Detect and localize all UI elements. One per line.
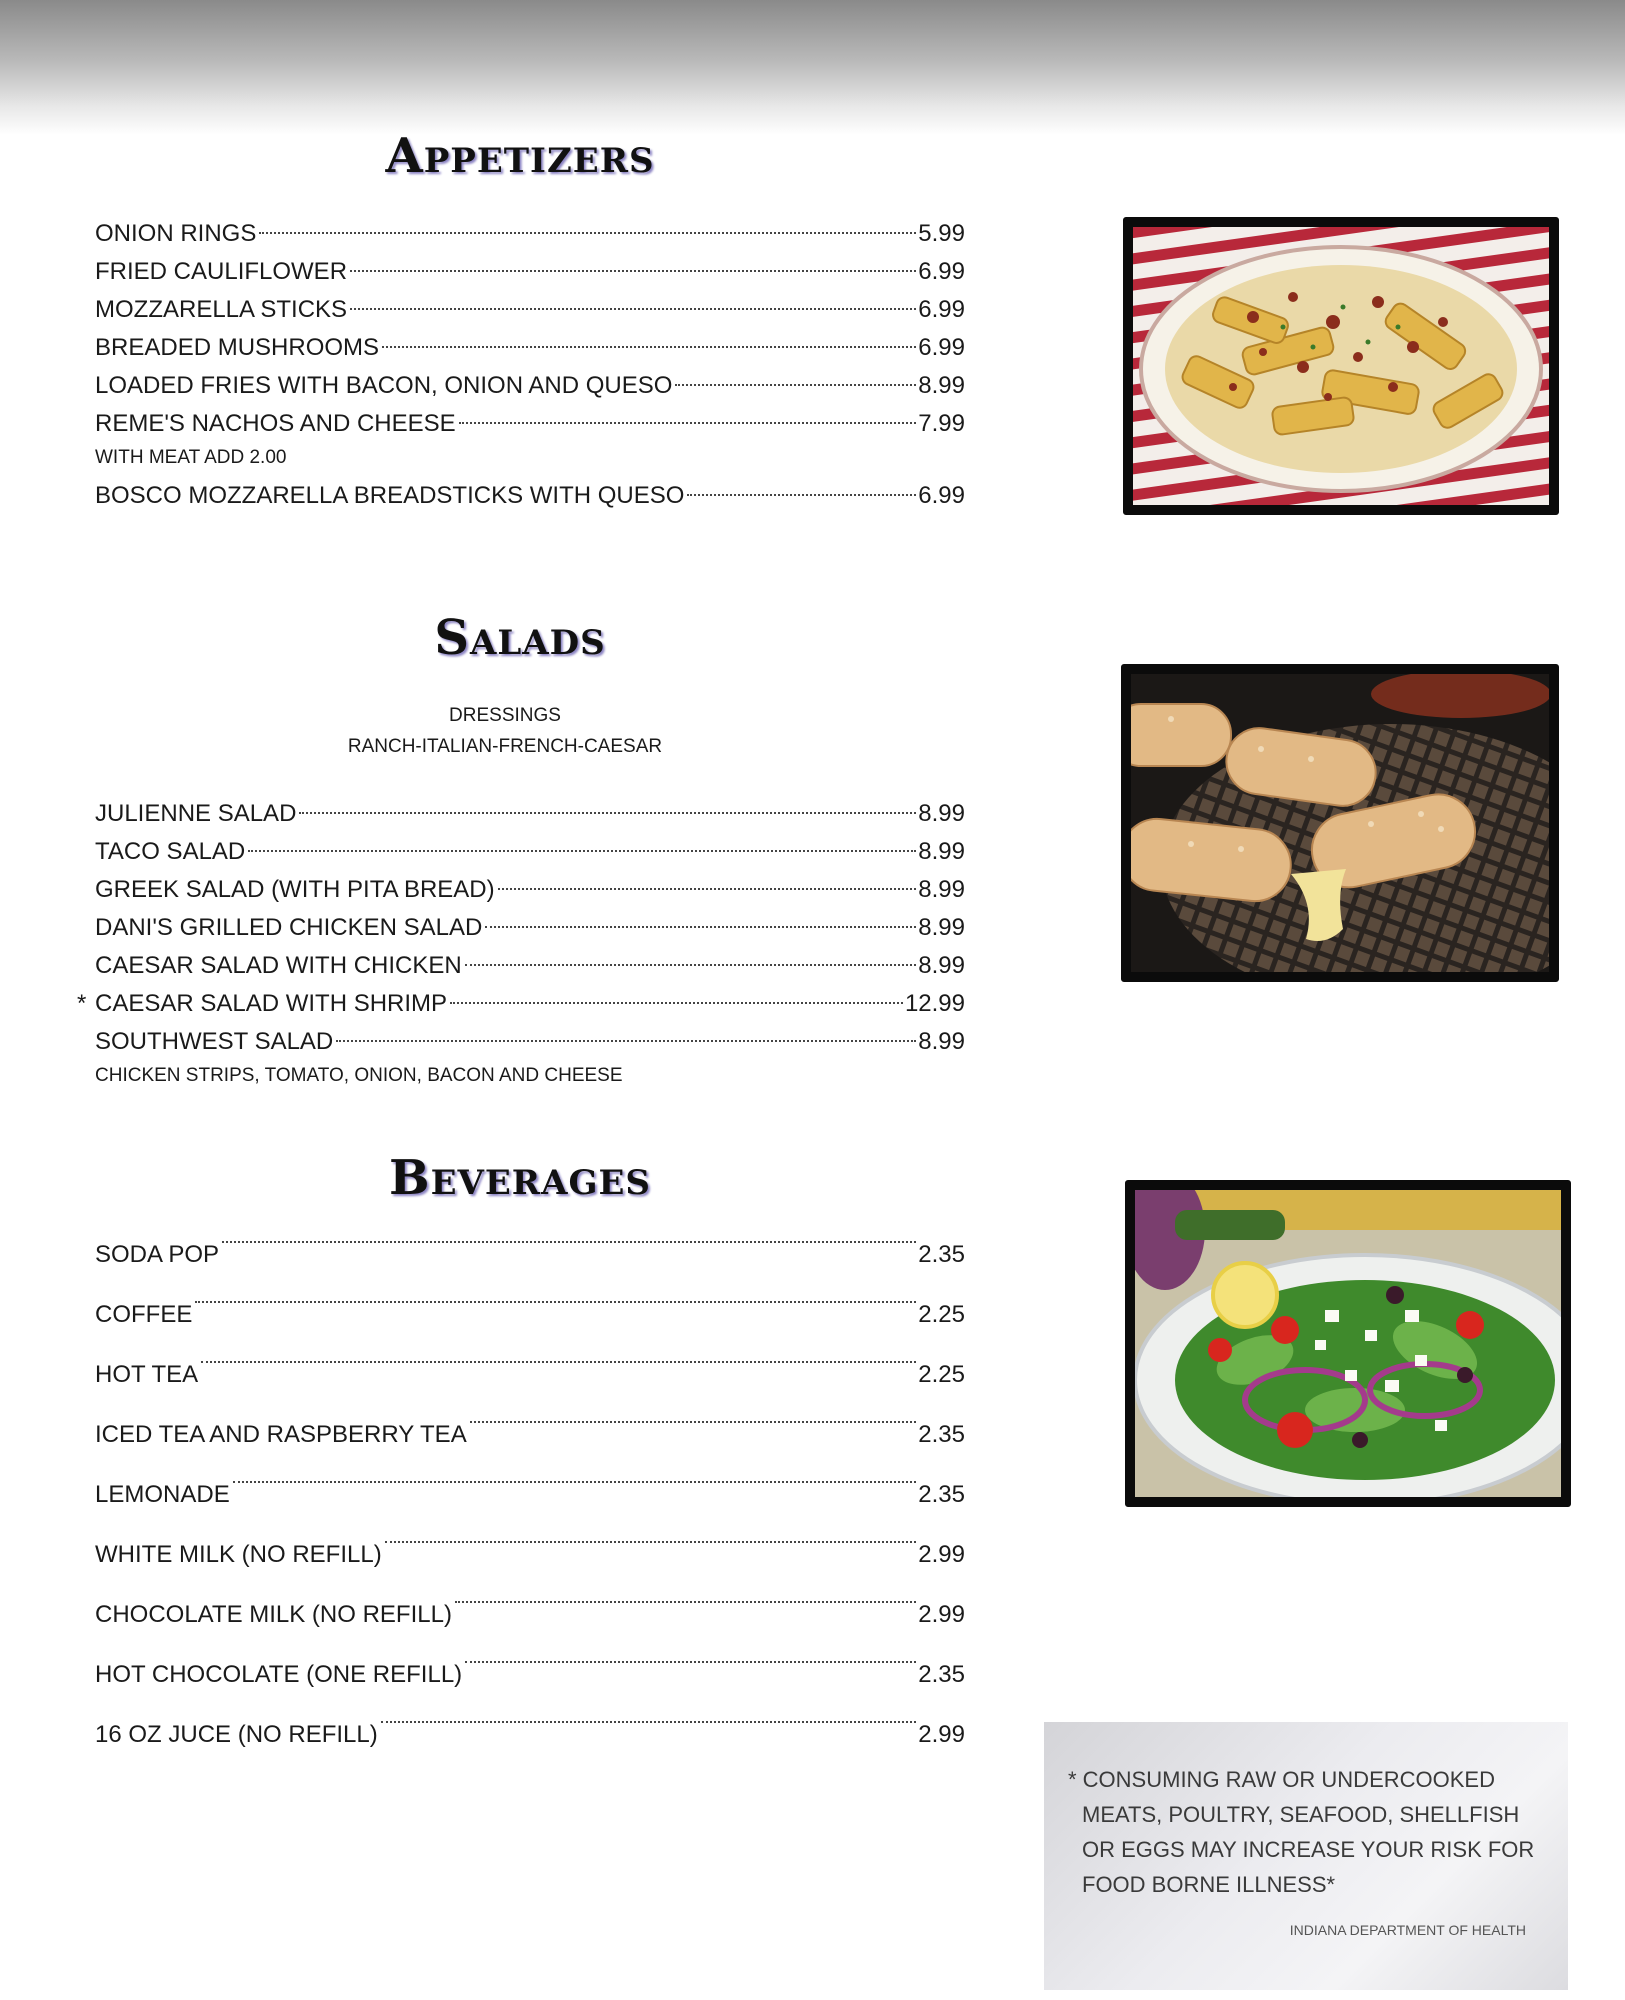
appetizers-heading: Appetizers bbox=[385, 128, 655, 184]
list-item: FRIED CAULIFLOWER 6.99 bbox=[95, 258, 965, 285]
list-item: ICED TEA AND RASPBERRY TEA 2.35 bbox=[95, 1421, 965, 1448]
list-item: GREEK SALAD (WITH PITA BREAD) 8.99 bbox=[95, 876, 965, 903]
salads-list bbox=[77, 795, 965, 1095]
greek-salad-photo bbox=[1125, 1180, 1571, 1507]
shrimp-star-marker: * bbox=[77, 990, 87, 1017]
list-item: BOSCO MOZZARELLA BREADSTICKS WITH QUESO 6.99 bbox=[95, 482, 965, 509]
beverages-heading: Beverages bbox=[389, 1150, 651, 1206]
food-safety-notice bbox=[1044, 1722, 1568, 1990]
list-item: ONION RINGS 5.99 bbox=[95, 220, 965, 247]
dressings-list: RANCH-ITALIAN-FRENCH-CAESAR bbox=[347, 736, 663, 757]
list-item: * CAESAR SALAD WITH SHRIMP 12.99 bbox=[95, 985, 965, 1023]
list-item: COFFEE 2.25 bbox=[95, 1301, 965, 1328]
list-item: DANI'S GRILLED CHICKEN SALAD 8.99 bbox=[95, 914, 965, 941]
southwest-salad-note: CHICKEN STRIPS, TOMATO, ONION, BACON AND CHEESE bbox=[95, 1065, 623, 1086]
dressings-label: DRESSINGS bbox=[449, 705, 561, 726]
list-item: CAESAR SALAD WITH CHICKEN 8.99 bbox=[95, 952, 965, 979]
top-gradient-bar bbox=[0, 0, 1625, 135]
beverages-list bbox=[95, 1225, 965, 1765]
list-item: HOT TEA 2.25 bbox=[95, 1361, 965, 1388]
list-item: LOADED FRIES WITH BACON, ONION AND QUESO 8.99 bbox=[95, 372, 965, 399]
list-item: TACO SALAD 8.99 bbox=[95, 838, 965, 865]
list-item: SOUTHWEST SALAD 8.99 bbox=[95, 1028, 965, 1055]
list-item: CHOCOLATE MILK (NO REFILL) 2.99 bbox=[95, 1601, 965, 1628]
salads-heading: Salads bbox=[434, 610, 606, 666]
breadsticks-photo bbox=[1121, 664, 1559, 982]
list-item: WHITE MILK (NO REFILL) 2.99 bbox=[95, 1541, 965, 1568]
notice-source: INDIANA DEPARTMENT OF HEALTH bbox=[1289, 1922, 1526, 1938]
dressings-block bbox=[0, 700, 1010, 762]
list-item: LEMONADE 2.35 bbox=[95, 1481, 965, 1508]
notice-text: * CONSUMING RAW OR UNDERCOOKED MEATS, POULTRY, SEAFOOD, SHELLFISH OR EGGS MAY INCREASE YOUR RISK FOR FOOD BORNE ILLNESS* bbox=[1068, 1767, 1535, 1897]
list-item: SODA POP 2.35 bbox=[95, 1241, 965, 1268]
list-item: REME'S NACHOS AND CHEESE 7.99 bbox=[95, 410, 965, 437]
list-item: MOZZARELLA STICKS 6.99 bbox=[95, 296, 965, 323]
loaded-fries-photo bbox=[1123, 217, 1559, 515]
list-item: BREADED MUSHROOMS 6.99 bbox=[95, 334, 965, 361]
list-item: 16 OZ JUCE (NO REFILL) 2.99 bbox=[95, 1721, 965, 1748]
list-item: HOT CHOCOLATE (ONE REFILL) 2.35 bbox=[95, 1661, 965, 1688]
list-item: JULIENNE SALAD 8.99 bbox=[95, 800, 965, 827]
appetizers-list bbox=[95, 215, 965, 515]
nachos-meat-note: WITH MEAT ADD 2.00 bbox=[95, 447, 287, 468]
